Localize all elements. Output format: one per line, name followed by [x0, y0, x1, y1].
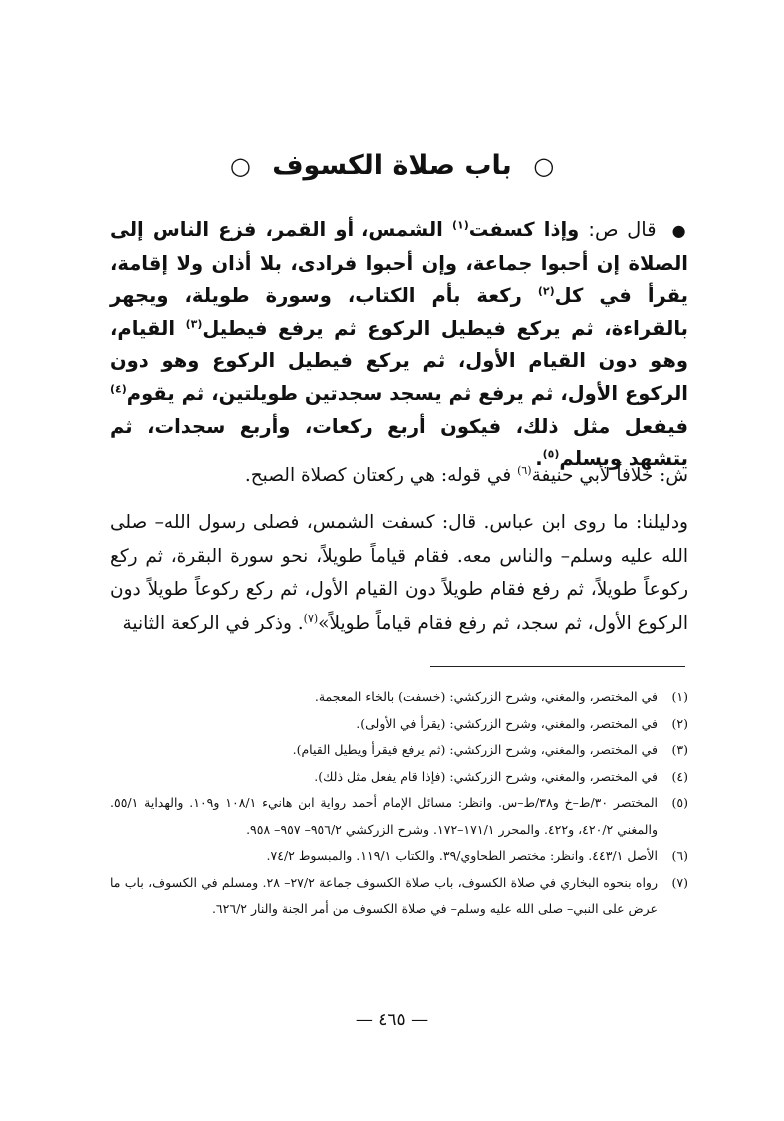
footnote-item — [110, 764, 688, 791]
matn-text: القيام، وهو دون القيام الأول، ثم يركع فيطيل الركوع وهو دون الركوع الأول، ثم يرفع ثم يسجد سجدتين طويلتين، ثم يقوم — [110, 316, 688, 405]
matn-text: . — [535, 447, 543, 471]
evidence-text: . وذكر في الركعة الثانية — [122, 612, 304, 634]
footnote-text: المختصر ٣٠/ط–خ و٣٨/ط–س. وانظر: مسائل الإمام أحمد رواية ابن هانيء ١٠٨/١ و١٠٩. والهداية ٥٥/١. والمغني ٤٢٠/٢، و٤٢٢. والمحرر ١٧١/١–١٧٢. وشرح الزركشي ٩٥٦/٢– ٩٥٧– ٩٥٨. — [110, 795, 659, 837]
page-number: — ٤٦٥ — — [355, 1010, 429, 1030]
circle-ornament-icon: ○ — [533, 152, 555, 180]
footnote-item — [110, 711, 688, 738]
commentary-text: في قوله: هي ركعتان كصلاة الصبح. — [244, 465, 512, 486]
footnote-ref[interactable]: (٤) — [110, 382, 127, 396]
bullet-icon: ● — [671, 221, 688, 240]
footnote-text: في المختصر، والمغني، وشرح الزركشي: (فإذا قام يفعل مثل ذلك). — [314, 768, 658, 784]
footnote-item — [110, 790, 688, 843]
matn-intro: قال ص: — [588, 218, 657, 241]
footnote-ref[interactable]: (٧) — [303, 611, 319, 625]
footnote-text: في المختصر، والمغني، وشرح الزركشي: (يقرأ في الأولى). — [356, 715, 658, 731]
commentary-text: ش: خلافاً لأبي حنيفة — [531, 465, 688, 486]
commentary-paragraph — [110, 460, 688, 492]
footnote-ref[interactable]: (٥) — [542, 447, 560, 461]
footnote-text: في المختصر، والمغني، وشرح الزركشي: (خسفت) بالخاء المعجمة. — [314, 689, 658, 704]
footnote-item — [110, 737, 688, 764]
evidence-paragraph — [110, 506, 688, 640]
chapter-title — [0, 150, 784, 181]
circle-ornament-icon: ○ — [229, 152, 251, 180]
footnote-ref[interactable]: (٢) — [537, 284, 555, 298]
matn-text: فيفعل مثل ذلك، فيكون أربع ركعات، وأربع سجدات، ثم يتشهد ويسلم — [110, 414, 688, 471]
footnote-item — [110, 843, 688, 870]
footnote-number: (٦) — [671, 848, 688, 863]
footnote-number: (٧) — [671, 874, 688, 890]
footnotes-section — [110, 684, 688, 923]
footnote-ref[interactable]: (٣) — [185, 317, 203, 331]
matn-text: ركعة بأم الكتاب، وسورة طويلة، ويجهر بالقراءة، ثم يركع فيطيل الركوع ثم يرفع فيطيل — [110, 284, 689, 340]
footnote-number: (٢) — [671, 715, 688, 731]
footnote-item — [110, 870, 688, 923]
matn-text: وإذا كسفت — [468, 218, 580, 241]
footnote-ref[interactable]: (٦) — [517, 463, 532, 477]
footnote-number: (٤) — [671, 768, 688, 784]
matn-paragraph — [110, 214, 688, 476]
footnote-number: (٣) — [671, 742, 688, 757]
footnote-number: (١) — [671, 689, 688, 704]
footnote-number: (٥) — [671, 795, 688, 810]
chapter-title-text: باب صلاة الكسوف — [272, 150, 512, 181]
footnote-text: الأصل ٤٤٣/١. وانظر: مختصر الطحاوي/٣٩. والكتاب ١١٩/١. والمبسوط ٧٤/٢. — [266, 848, 658, 863]
footnote-text: في المختصر، والمغني، وشرح الزركشي: (ثم يرفع فيقرأ ويطيل القيام). — [292, 742, 658, 757]
footnote-separator — [430, 666, 685, 667]
footnote-item — [110, 684, 688, 711]
footnote-ref[interactable]: (١) — [451, 218, 469, 232]
evidence-text: ودليلنا: ما روى ابن عباس. قال: كسفت الشمس، فصلى رسول الله– صلى الله عليه وسلم– والناس معه. فقام قياماً طويلاً، نحو سورة البقرة، ثم ركع ركوعاً طويلاً، ثم رفع فقام طويلاً دون القيام الأول، ثم ركع ركوعاً طويلاً دون الركوع الأول، ثم سجد، ثم رفع فقام قياماً طويلاً» — [110, 512, 688, 634]
footnote-text: رواه بنحوه البخاري في صلاة الكسوف، باب صلاة الكسوف جماعة ٢٧/٢– ٢٨. ومسلم في الكسوف، باب ما عرض على النبي– صلى الله عليه وسلم– في صلاة الكسوف من أمر الجنة والنار ٦٢٦/٢. — [110, 874, 659, 916]
matn-text: الشمس، أو القمر، فزع الناس إلى الصلاة إن أحبوا جماعة، وإن أحبوا فرادى، بلا أذان ولا إقامة، يقرأ في كل — [110, 218, 688, 308]
